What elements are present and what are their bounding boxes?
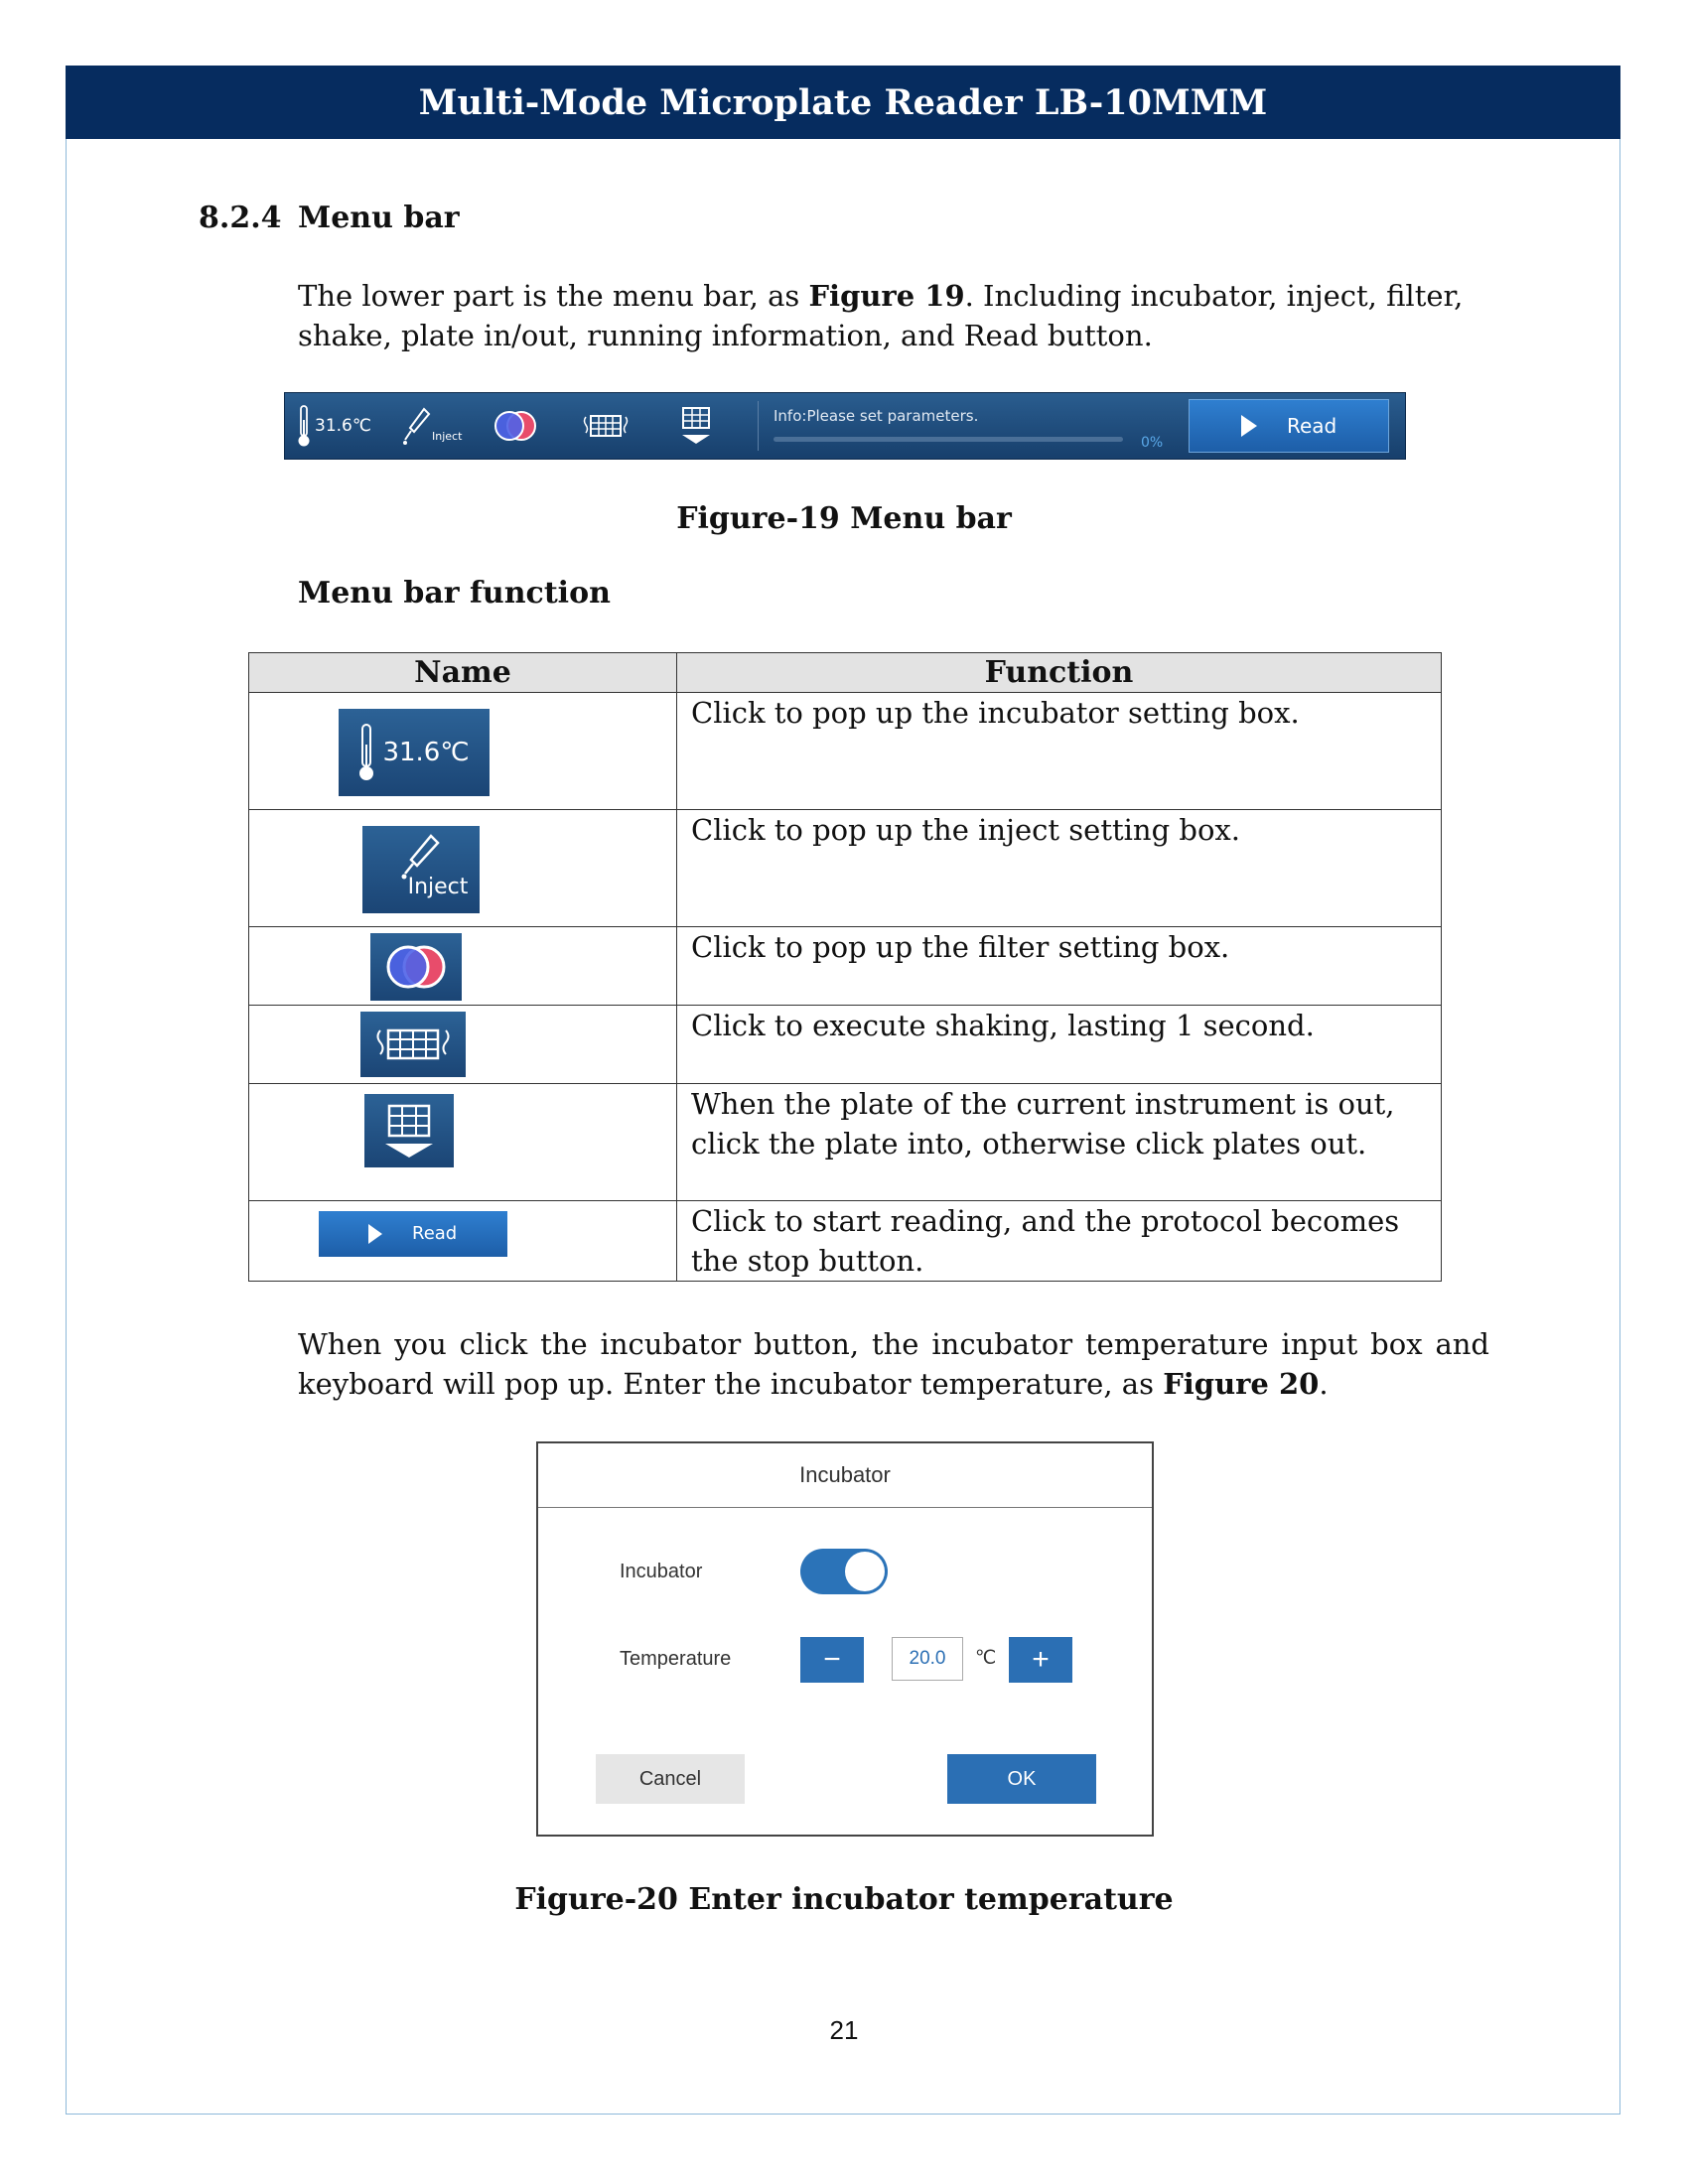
function-cell: Click to pop up the filter setting box. — [677, 927, 1442, 1006]
filter-circles-icon — [492, 406, 539, 446]
icon-temperature-text: 31.6℃ — [382, 738, 470, 767]
section-number: 8.2.4 — [199, 201, 282, 235]
read-button[interactable] — [1189, 399, 1389, 453]
read-label: Read — [1287, 414, 1337, 438]
read-icon-image — [319, 1211, 507, 1257]
menu-temperature: 31.6℃ — [315, 416, 371, 436]
function-cell: When the plate of the current instrument is out, click the plate into, otherwise click plates out. — [677, 1084, 1442, 1201]
shake-menu-item[interactable] — [581, 393, 631, 459]
table-row — [249, 810, 1442, 927]
incubator-icon-image — [339, 709, 490, 796]
intro-text: The lower part is the menu bar, as — [298, 279, 809, 313]
name-cell — [249, 1006, 677, 1084]
decrease-temperature-button[interactable]: − — [800, 1637, 864, 1683]
function-cell: Click to execute shaking, lasting 1 second. — [677, 1006, 1442, 1084]
table-row — [249, 1084, 1442, 1201]
thermometer-icon — [297, 404, 311, 448]
name-cell — [249, 1084, 677, 1201]
name-cell — [249, 927, 677, 1006]
table-row — [249, 1201, 1442, 1282]
plate-icon-image — [364, 1094, 454, 1167]
menu-inject-label: Inject — [432, 429, 463, 443]
table-row — [249, 1006, 1442, 1084]
play-icon — [368, 1224, 382, 1244]
figure-20-caption: Figure-20 Enter incubator temperature — [514, 1882, 1174, 1917]
info-text: Info:Please set parameters. — [774, 407, 979, 425]
inject-icon-image — [362, 826, 480, 913]
filter-icon-image — [370, 933, 462, 1001]
incubator-label: Incubator — [620, 1561, 703, 1582]
column-header-name: Name — [249, 653, 677, 693]
filter-circles-icon — [381, 941, 451, 993]
pipette-icon — [402, 406, 432, 446]
progress-percent: 0% — [1141, 435, 1164, 451]
toggle-knob — [845, 1552, 885, 1591]
paragraph-text: When you click the incubator button, the incubator temperature input box and keyboard will pop up. Enter the incubator temperature, as — [298, 1327, 1489, 1401]
intro-text-rest: . Including incubator, inject, filter, shake, plate in/out, running information, and Read button. — [298, 279, 1464, 352]
page-number: 21 — [829, 2015, 859, 2045]
name-cell — [249, 1201, 677, 1282]
shake-plate-icon — [581, 411, 631, 441]
function-cell: Click to pop up the inject setting box. — [677, 810, 1442, 927]
thermometer-icon — [358, 723, 374, 782]
table-row — [249, 927, 1442, 1006]
incubator-menu-item[interactable] — [297, 393, 371, 459]
column-header-function: Function — [677, 653, 1442, 693]
incubator-dialog — [536, 1441, 1154, 1837]
incubator-toggle[interactable] — [800, 1549, 888, 1594]
temperature-label: Temperature — [620, 1648, 732, 1670]
menu-bar-figure — [284, 392, 1406, 460]
plate-in-out-icon — [379, 1100, 439, 1161]
shake-plate-icon — [370, 1023, 456, 1066]
menu-function-table — [248, 652, 1442, 1282]
dialog-title: Incubator — [538, 1443, 1152, 1508]
shake-icon-image — [360, 1012, 466, 1077]
paragraph-end: . — [1319, 1367, 1329, 1401]
temperature-unit: ℃ — [975, 1648, 997, 1669]
filter-menu-item[interactable] — [492, 393, 539, 459]
plate-in-out-icon — [678, 404, 714, 448]
plate-menu-item[interactable] — [678, 393, 714, 459]
document-header — [66, 66, 1620, 139]
function-cell: Click to pop up the incubator setting box. — [677, 693, 1442, 810]
ok-button[interactable]: OK — [947, 1754, 1096, 1804]
icon-read-text: Read — [412, 1223, 458, 1244]
name-cell — [249, 810, 677, 927]
increase-temperature-button[interactable]: + — [1009, 1637, 1072, 1683]
table-row — [249, 693, 1442, 810]
menu-separator — [758, 401, 759, 451]
section-title: Menu bar — [298, 201, 460, 235]
figure-20-ref: Figure 20 — [1163, 1367, 1320, 1401]
play-icon — [1241, 415, 1257, 437]
icon-inject-text: Inject — [407, 875, 469, 899]
name-cell — [249, 693, 677, 810]
temperature-input[interactable]: 20.0 — [892, 1637, 963, 1681]
table-header-row — [249, 653, 1442, 693]
document-title: Multi-Mode Microplate Reader LB-10MMM — [418, 81, 1268, 123]
progress-bar — [774, 437, 1123, 442]
function-cell: Click to start reading, and the protocol becomes the stop button. — [677, 1201, 1442, 1282]
intro-paragraph — [298, 276, 1489, 355]
cancel-button[interactable]: Cancel — [596, 1754, 745, 1804]
incubator-paragraph — [298, 1324, 1489, 1404]
inject-menu-item[interactable] — [402, 393, 462, 459]
figure-19-caption: Figure-19 Menu bar — [676, 501, 1012, 536]
figure-19-ref: Figure 19 — [808, 279, 965, 313]
table-heading: Menu bar function — [298, 576, 611, 611]
